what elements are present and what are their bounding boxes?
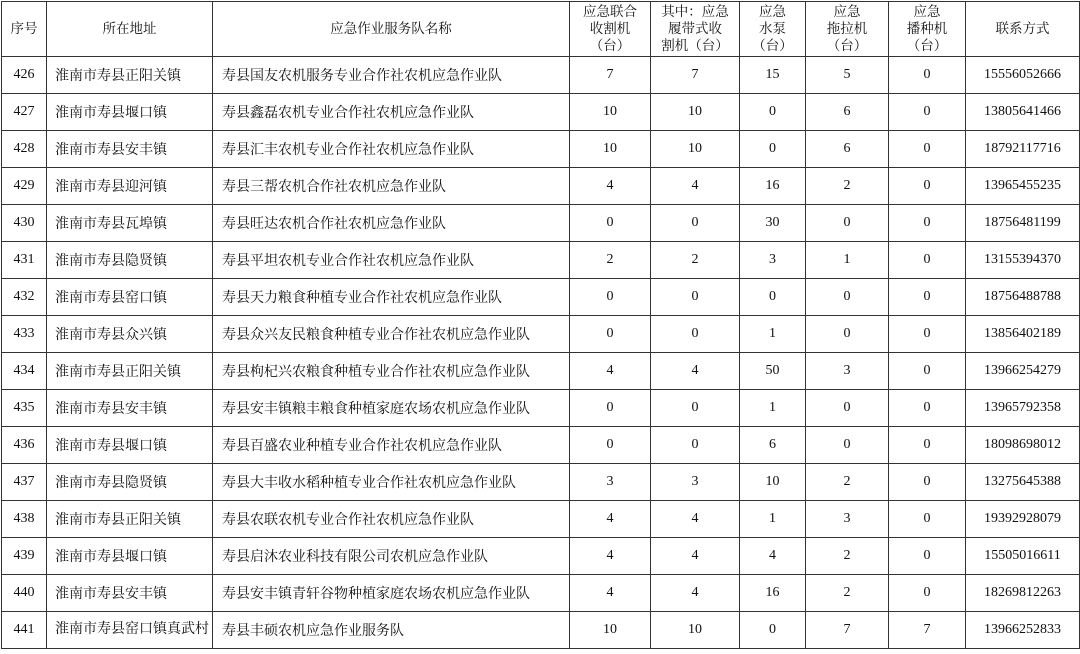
cell-contact: 19392928079 <box>966 501 1080 538</box>
cell-crawler-count: 7 <box>651 57 740 94</box>
cell-tractor-count: 2 <box>806 575 889 612</box>
cell-contact: 13155394370 <box>966 242 1080 279</box>
cell-harvester-count: 0 <box>570 390 651 427</box>
cell-address: 淮南市寿县正阳关镇 <box>47 57 213 94</box>
table-row <box>2 427 1080 464</box>
cell-address: 淮南市寿县堰口镇 <box>47 538 213 575</box>
header-address: 所在地址 <box>47 2 213 57</box>
cell-contact: 13965792358 <box>966 390 1080 427</box>
cell-address: 淮南市寿县隐贤镇 <box>47 242 213 279</box>
cell-tractor-count: 3 <box>806 353 889 390</box>
cell-crawler-count: 4 <box>651 575 740 612</box>
cell-pump-count: 4 <box>740 538 806 575</box>
header-harvester-line: 收割机 <box>589 20 631 37</box>
cell-seeder-count: 0 <box>889 464 966 501</box>
cell-seeder-count: 0 <box>889 390 966 427</box>
cell-pump-count: 16 <box>740 168 806 205</box>
cell-crawler-count: 0 <box>651 205 740 242</box>
cell-team-name: 寿县安丰镇粮丰粮食种植家庭农场农机应急作业队 <box>213 390 570 427</box>
cell-index: 437 <box>2 464 47 501</box>
cell-team-name: 寿县旺达农机合作社农机应急作业队 <box>213 205 570 242</box>
header-row <box>2 2 1080 57</box>
table-row <box>2 390 1080 427</box>
cell-address: 淮南市寿县窑口镇 <box>47 279 213 316</box>
table-row <box>2 279 1080 316</box>
cell-tractor-count: 0 <box>806 427 889 464</box>
cell-harvester-count: 10 <box>570 612 651 649</box>
cell-seeder-count: 0 <box>889 538 966 575</box>
header-seeder-line: （台） <box>906 37 948 54</box>
header-seeder <box>889 2 966 57</box>
table-body <box>2 57 1080 649</box>
cell-index: 435 <box>2 390 47 427</box>
table-row <box>2 57 1080 94</box>
cell-team-name: 寿县农联农机专业合作社农机应急作业队 <box>213 501 570 538</box>
table-row <box>2 94 1080 131</box>
cell-pump-count: 1 <box>740 501 806 538</box>
cell-seeder-count: 0 <box>889 427 966 464</box>
cell-harvester-count: 4 <box>570 168 651 205</box>
cell-harvester-count: 10 <box>570 94 651 131</box>
cell-address: 淮南市寿县众兴镇 <box>47 316 213 353</box>
cell-tractor-count: 1 <box>806 242 889 279</box>
cell-harvester-count: 4 <box>570 501 651 538</box>
header-crawler-line: 割机（台） <box>661 37 729 54</box>
cell-harvester-count: 4 <box>570 575 651 612</box>
cell-team-name: 寿县鑫磊农机专业合作社农机应急作业队 <box>213 94 570 131</box>
cell-crawler-count: 2 <box>651 242 740 279</box>
cell-address: 淮南市寿县迎河镇 <box>47 168 213 205</box>
cell-team-name: 寿县枸杞兴农粮食种植专业合作社农机应急作业队 <box>213 353 570 390</box>
cell-seeder-count: 0 <box>889 242 966 279</box>
cell-harvester-count: 0 <box>570 279 651 316</box>
cell-team-name: 寿县丰硕农机应急作业服务队 <box>213 612 570 649</box>
cell-address: 淮南市寿县正阳关镇 <box>47 501 213 538</box>
cell-address: 淮南市寿县正阳关镇 <box>47 353 213 390</box>
cell-harvester-count: 2 <box>570 242 651 279</box>
table-row <box>2 316 1080 353</box>
cell-team-name: 寿县天力粮食种植专业合作社农机应急作业队 <box>213 279 570 316</box>
cell-address: 淮南市寿县安丰镇 <box>47 131 213 168</box>
cell-crawler-count: 10 <box>651 612 740 649</box>
cell-address: 淮南市寿县堰口镇 <box>47 94 213 131</box>
cell-pump-count: 30 <box>740 205 806 242</box>
cell-index: 436 <box>2 427 47 464</box>
header-pump-line: 应急 <box>759 3 786 20</box>
cell-contact: 13856402189 <box>966 316 1080 353</box>
cell-contact: 13966252833 <box>966 612 1080 649</box>
cell-pump-count: 0 <box>740 612 806 649</box>
cell-team-name: 寿县汇丰农机专业合作社农机应急作业队 <box>213 131 570 168</box>
cell-team-name: 寿县国友农机服务专业合作社农机应急作业队 <box>213 57 570 94</box>
header-crawler-line: 其中：应急 <box>661 3 729 20</box>
cell-harvester-count: 3 <box>570 464 651 501</box>
cell-contact: 13965455235 <box>966 168 1080 205</box>
cell-contact: 13805641466 <box>966 94 1080 131</box>
header-team: 应急作业服务队名称 <box>213 2 570 57</box>
cell-index: 426 <box>2 57 47 94</box>
cell-harvester-count: 4 <box>570 353 651 390</box>
cell-index: 431 <box>2 242 47 279</box>
header-tractor-line: 拖拉机 <box>826 20 868 37</box>
cell-seeder-count: 0 <box>889 353 966 390</box>
cell-tractor-count: 5 <box>806 57 889 94</box>
cell-crawler-count: 3 <box>651 464 740 501</box>
cell-address: 淮南市寿县窑口镇真武村 <box>47 612 213 649</box>
header-harvester-line: 应急联合 <box>583 3 637 20</box>
cell-team-name: 寿县平坦农机专业合作社农机应急作业队 <box>213 242 570 279</box>
cell-seeder-count: 7 <box>889 612 966 649</box>
cell-crawler-count: 4 <box>651 501 740 538</box>
header-tractor-line: （台） <box>826 37 868 54</box>
cell-harvester-count: 10 <box>570 131 651 168</box>
cell-pump-count: 0 <box>740 94 806 131</box>
cell-seeder-count: 0 <box>889 316 966 353</box>
cell-harvester-count: 0 <box>570 205 651 242</box>
header-crawler <box>651 2 740 57</box>
cell-crawler-count: 4 <box>651 168 740 205</box>
cell-contact: 13966254279 <box>966 353 1080 390</box>
cell-crawler-count: 0 <box>651 279 740 316</box>
cell-harvester-count: 7 <box>570 57 651 94</box>
cell-contact: 18792117716 <box>966 131 1080 168</box>
cell-contact: 15556052666 <box>966 57 1080 94</box>
cell-index: 433 <box>2 316 47 353</box>
cell-index: 440 <box>2 575 47 612</box>
cell-pump-count: 15 <box>740 57 806 94</box>
table-row <box>2 168 1080 205</box>
cell-seeder-count: 0 <box>889 57 966 94</box>
cell-team-name: 寿县大丰收水稻种植专业合作社农机应急作业队 <box>213 464 570 501</box>
cell-address: 淮南市寿县瓦埠镇 <box>47 205 213 242</box>
cell-tractor-count: 0 <box>806 316 889 353</box>
header-contact: 联系方式 <box>966 2 1080 57</box>
cell-seeder-count: 0 <box>889 168 966 205</box>
table-row <box>2 353 1080 390</box>
cell-tractor-count: 6 <box>806 131 889 168</box>
cell-index: 434 <box>2 353 47 390</box>
header-pump <box>740 2 806 57</box>
cell-tractor-count: 6 <box>806 94 889 131</box>
header-tractor-line: 应急 <box>833 3 861 20</box>
emergency-team-table <box>1 1 1080 649</box>
header-seeder-line: 播种机 <box>906 20 948 37</box>
cell-pump-count: 16 <box>740 575 806 612</box>
cell-pump-count: 10 <box>740 464 806 501</box>
cell-seeder-count: 0 <box>889 575 966 612</box>
cell-pump-count: 0 <box>740 279 806 316</box>
header-seeder-line: 应急 <box>913 3 941 20</box>
cell-index: 429 <box>2 168 47 205</box>
table-row <box>2 205 1080 242</box>
cell-team-name: 寿县众兴友民粮食种植专业合作社农机应急作业队 <box>213 316 570 353</box>
table-row <box>2 538 1080 575</box>
cell-address: 淮南市寿县安丰镇 <box>47 575 213 612</box>
table-row <box>2 464 1080 501</box>
cell-harvester-count: 4 <box>570 538 651 575</box>
cell-harvester-count: 0 <box>570 316 651 353</box>
cell-index: 427 <box>2 94 47 131</box>
cell-contact: 18756488788 <box>966 279 1080 316</box>
cell-crawler-count: 0 <box>651 427 740 464</box>
cell-contact: 13275645388 <box>966 464 1080 501</box>
cell-pump-count: 1 <box>740 390 806 427</box>
header-tractor <box>806 2 889 57</box>
header-index: 序号 <box>2 2 47 57</box>
cell-address: 淮南市寿县安丰镇 <box>47 390 213 427</box>
cell-team-name: 寿县三帮农机合作社农机应急作业队 <box>213 168 570 205</box>
header-pump-line: 水泵 <box>759 20 786 37</box>
cell-index: 432 <box>2 279 47 316</box>
cell-seeder-count: 0 <box>889 501 966 538</box>
table-row <box>2 242 1080 279</box>
cell-contact: 18269812263 <box>966 575 1080 612</box>
cell-contact: 15505016611 <box>966 538 1080 575</box>
cell-crawler-count: 10 <box>651 94 740 131</box>
header-pump-line: （台） <box>752 37 793 54</box>
cell-team-name: 寿县百盛农业种植专业合作社农机应急作业队 <box>213 427 570 464</box>
cell-tractor-count: 0 <box>806 390 889 427</box>
cell-crawler-count: 0 <box>651 390 740 427</box>
table-row <box>2 575 1080 612</box>
cell-tractor-count: 7 <box>806 612 889 649</box>
cell-seeder-count: 0 <box>889 94 966 131</box>
cell-tractor-count: 2 <box>806 538 889 575</box>
cell-index: 441 <box>2 612 47 649</box>
cell-team-name: 寿县启沐农业科技有限公司农机应急作业队 <box>213 538 570 575</box>
cell-crawler-count: 4 <box>651 538 740 575</box>
cell-pump-count: 0 <box>740 131 806 168</box>
cell-tractor-count: 3 <box>806 501 889 538</box>
table-row <box>2 131 1080 168</box>
cell-team-name: 寿县安丰镇青轩谷物种植家庭农场农机应急作业队 <box>213 575 570 612</box>
cell-tractor-count: 0 <box>806 205 889 242</box>
cell-pump-count: 3 <box>740 242 806 279</box>
cell-index: 438 <box>2 501 47 538</box>
cell-address: 淮南市寿县堰口镇 <box>47 427 213 464</box>
cell-tractor-count: 2 <box>806 464 889 501</box>
cell-index: 439 <box>2 538 47 575</box>
cell-pump-count: 1 <box>740 316 806 353</box>
header-crawler-line: 履带式收 <box>668 20 722 37</box>
cell-tractor-count: 0 <box>806 279 889 316</box>
cell-crawler-count: 10 <box>651 131 740 168</box>
cell-contact: 18098698012 <box>966 427 1080 464</box>
cell-crawler-count: 4 <box>651 353 740 390</box>
header-harvester <box>570 2 651 57</box>
cell-seeder-count: 0 <box>889 279 966 316</box>
cell-seeder-count: 0 <box>889 131 966 168</box>
cell-pump-count: 50 <box>740 353 806 390</box>
cell-crawler-count: 0 <box>651 316 740 353</box>
cell-contact: 18756481199 <box>966 205 1080 242</box>
cell-index: 430 <box>2 205 47 242</box>
table-row <box>2 612 1080 649</box>
header-harvester-line: （台） <box>589 37 631 54</box>
table-row <box>2 501 1080 538</box>
cell-seeder-count: 0 <box>889 205 966 242</box>
cell-index: 428 <box>2 131 47 168</box>
cell-address: 淮南市寿县隐贤镇 <box>47 464 213 501</box>
cell-pump-count: 6 <box>740 427 806 464</box>
cell-harvester-count: 0 <box>570 427 651 464</box>
cell-tractor-count: 2 <box>806 168 889 205</box>
